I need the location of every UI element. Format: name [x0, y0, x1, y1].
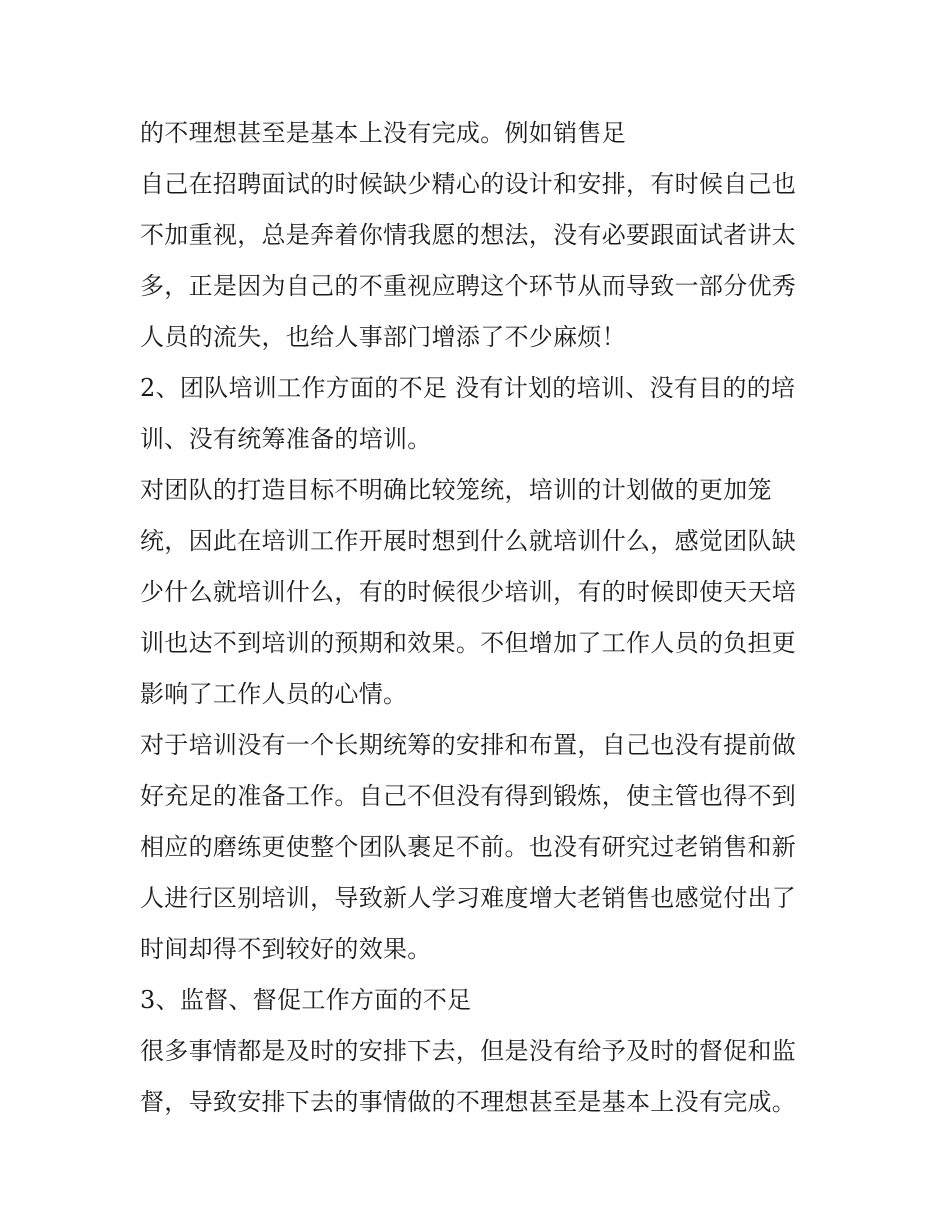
text-line: 少什么就培训什么，有的时候很少培训，有的时候即使天天培 — [140, 578, 797, 606]
document-body — [140, 108, 820, 1128]
text-line: 训也达不到培训的预期和效果。不但增加了工作人员的负担更 — [140, 629, 797, 657]
text-line: 相应的磨练更使整个团队裹足不前。也没有研究过老销售和新 — [140, 833, 797, 861]
text-line: 不加重视，总是奔着你情我愿的想法，没有必要跟面试者讲太 — [140, 221, 797, 249]
text-line: 人进行区别培训，导致新人学习难度增大老销售也感觉付出了 — [140, 884, 797, 912]
text-line: 督，导致安排下去的事情做的不理想甚至是基本上没有完成。 — [140, 1088, 797, 1116]
section-heading-3: 3、监督、督促工作方面的不足 — [140, 986, 472, 1014]
text-line: 的不理想甚至是基本上没有完成。例如销售足 — [140, 119, 626, 147]
text-line: 很多事情都是及时的安排下去，但是没有给予及时的督促和监 — [140, 1037, 797, 1065]
text-line: 人员的流失，也给人事部门增添了不少麻烦！ — [140, 323, 626, 351]
text-line: 统，因此在培训工作开展时想到什么就培训什么，感觉团队缺 — [140, 527, 797, 555]
text-line: 好充足的准备工作。自己不但没有得到锻炼，使主管也得不到 — [140, 782, 797, 810]
text-line: 多，正是因为自己的不重视应聘这个环节从而导致一部分优秀 — [140, 272, 797, 300]
text-line: 对团队的打造目标不明确比较笼统，培训的计划做的更加笼 — [140, 476, 772, 504]
text-line: 训、没有统筹准备的培训。 — [140, 425, 432, 453]
text-line: 时间却得不到较好的效果。 — [140, 935, 432, 963]
text-line: 影响了工作人员的心情。 — [140, 680, 408, 708]
text-line: 自己在招聘面试的时候缺少精心的设计和安排，有时候自己也 — [140, 170, 797, 198]
text-line: 对于培训没有一个长期统筹的安排和布置，自己也没有提前做 — [140, 731, 797, 759]
section-heading-2: 2、团队培训工作方面的不足 没有计划的培训、没有目的的培 — [140, 374, 796, 402]
